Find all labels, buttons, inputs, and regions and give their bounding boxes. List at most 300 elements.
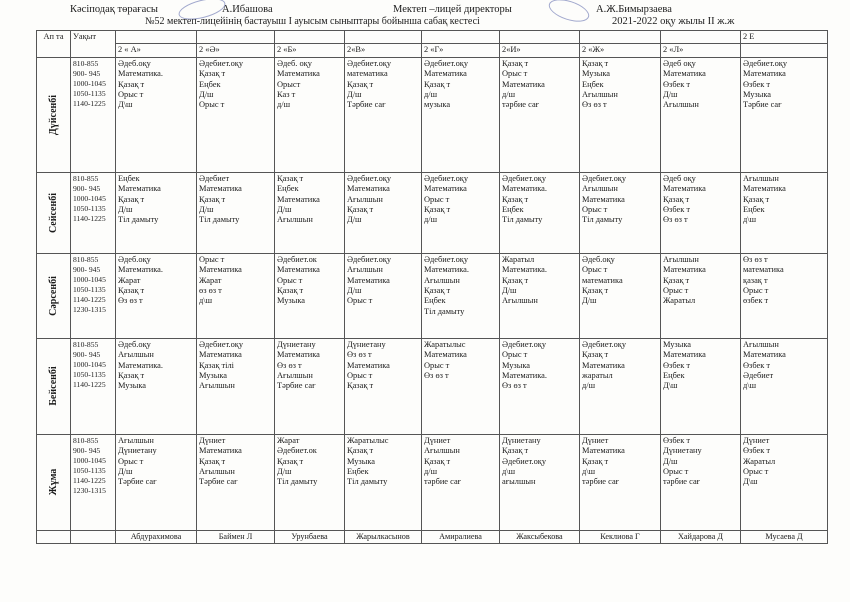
schedule-cell: [661, 57, 741, 172]
lesson-time: 1140-1225: [73, 213, 106, 223]
subject: Ағылшын: [743, 339, 779, 349]
subject: Өзбек т: [663, 205, 691, 215]
lesson-time: 900- 945: [73, 68, 101, 78]
lesson-time: 1050-1135: [73, 284, 106, 294]
subject: Әдебиет.оқу: [199, 339, 244, 349]
lesson-time: 810-855: [73, 339, 99, 349]
subject: Әдеб.оқу: [118, 254, 151, 264]
subject: Ағылшын: [502, 296, 538, 306]
lesson-time: 1050-1135: [73, 203, 106, 213]
subject: музыка: [424, 100, 451, 110]
subject: д\ш: [582, 467, 596, 477]
subject: Математика: [582, 446, 625, 456]
lesson-time: 1140-1225: [73, 98, 106, 108]
subject: Музыка: [347, 456, 376, 466]
subject: Математика.: [118, 265, 163, 275]
subject: Өзбек т: [743, 446, 771, 456]
subject: Математика: [277, 350, 320, 360]
subject: Қазақ т: [502, 58, 529, 68]
subject: Дүниет: [743, 435, 770, 445]
day-row: [37, 57, 828, 172]
subject: Әдеб. оқу: [277, 58, 312, 68]
subject: Математика.: [502, 265, 547, 275]
subject: Әдебиет.оқу: [502, 456, 547, 466]
subject: Өз өз т: [347, 350, 372, 360]
schedule-title: №52 мектеп-лицейінің бастауыш I ауысым сыныптары бойынша сабақ кестесі: [145, 16, 480, 27]
subject: Әдебиет.оқу: [424, 173, 469, 183]
subject: Орыс т: [663, 286, 689, 296]
schedule-cell: [116, 253, 197, 338]
subject: Тіл дамыту: [118, 215, 159, 225]
subject: Математика: [663, 350, 706, 360]
subject: Әдебиет.оқу: [199, 58, 244, 68]
class-header-2b: 2 «Б»: [275, 44, 345, 57]
subject: Ағылшын: [199, 381, 235, 391]
lesson-time: 1000-1045: [73, 274, 106, 284]
schedule-cell: [580, 172, 661, 253]
subject: Тәрбие сағ: [118, 477, 157, 487]
lesson-time: 1050-1135: [73, 369, 106, 379]
subject: Жарат: [118, 275, 141, 285]
class-header-2ae: 2 «Ә»: [197, 44, 275, 57]
subject: Әдебиет.оқу: [424, 58, 469, 68]
schedule-cell: [275, 57, 345, 172]
subject: Орыс т: [743, 467, 769, 477]
subject: Математика: [347, 184, 390, 194]
subject: Дүниет: [582, 435, 609, 445]
subject: Математика.: [502, 184, 547, 194]
subject: Қазақ т: [502, 446, 529, 456]
lesson-time: 810-855: [73, 58, 99, 68]
subject: тәрбие сағ: [424, 477, 462, 487]
subject: Орыс т: [199, 254, 225, 264]
subject: Еңбек: [502, 205, 524, 215]
teacher-blank: [71, 530, 116, 543]
class-header-2e: 2 Е: [741, 31, 828, 44]
subject: Каз т: [277, 90, 296, 100]
schedule-cell: [741, 57, 828, 172]
subject: Ағылшын: [663, 254, 699, 264]
subject: Д/ш: [277, 467, 292, 477]
subject: Өзбек т: [663, 360, 691, 370]
subject: д\ш: [199, 296, 213, 306]
subject: математика: [582, 275, 623, 285]
schedule-cell: [197, 57, 275, 172]
header-empty: [197, 31, 275, 44]
subject: Д/ш: [199, 90, 214, 100]
teacher-name: Баймен Л: [197, 530, 275, 543]
subject: д\ш: [743, 381, 757, 391]
class-header-2v: 2«В»: [345, 44, 422, 57]
header-time: Уақыт: [71, 31, 116, 58]
subject: Д/ш: [347, 215, 362, 225]
schedule-cell: [345, 434, 422, 530]
teacher-name: Жаксыбекова: [500, 530, 580, 543]
subject: Әдебиет.оқу: [347, 58, 392, 68]
schedule-cell: [422, 57, 500, 172]
schedule-cell: [422, 338, 500, 434]
subject: Қазақ т: [277, 173, 304, 183]
subject: Еңбек: [347, 467, 369, 477]
subject: Математика: [582, 194, 625, 204]
signature-mark-right: [546, 0, 592, 26]
lesson-time: 810-855: [73, 254, 99, 264]
subject: Орыс т: [582, 205, 608, 215]
subject: Қазақ т: [199, 69, 226, 79]
subject: Қазақ т: [277, 456, 304, 466]
subject: Әдеб оқу: [663, 173, 696, 183]
subject: математика: [347, 69, 388, 79]
header-empty: [275, 31, 345, 44]
subject: Қазақ т: [347, 446, 374, 456]
subject: Математика: [199, 265, 242, 275]
subject: Ағылшын: [663, 100, 699, 110]
subject: Ағылшын: [277, 215, 313, 225]
subject: Математика: [743, 184, 786, 194]
subject: Орыс т: [277, 275, 303, 285]
teacher-row: [37, 530, 828, 543]
academic-year: 2021-2022 оқу жылы II ж.ж: [612, 16, 735, 27]
subject: тәрбие сағ: [582, 477, 620, 487]
subject: математика: [743, 265, 784, 275]
subject: Еңбек: [582, 79, 604, 89]
subject: д/ш: [502, 90, 516, 100]
subject: Математика: [118, 184, 161, 194]
schedule-cell: [197, 434, 275, 530]
subject: Математика: [347, 275, 390, 285]
subject: Қазақ т: [743, 194, 770, 204]
subject: Ағылшын: [347, 194, 383, 204]
subject: Тіл дамыту: [347, 477, 388, 487]
subject: Жарат: [277, 435, 300, 445]
subject: Өз өз т: [118, 296, 143, 306]
subject: Д/ш: [347, 286, 362, 296]
header-empty: [580, 31, 661, 44]
class-header-2g: 2 «Г»: [422, 44, 500, 57]
day-name: Сейсенбі: [47, 192, 59, 233]
subject: Жаратыл: [663, 296, 696, 306]
subject: Орыс т: [502, 350, 528, 360]
subject: Музыка: [199, 371, 228, 381]
day-name: Дүйсенбі: [47, 94, 59, 135]
schedule-cell: [275, 172, 345, 253]
subject: Дүниетану: [502, 435, 541, 445]
schedule-cell: [661, 172, 741, 253]
class-header-2l: 2 «Л»: [661, 44, 741, 57]
subject: Математика: [743, 350, 786, 360]
lesson-times: [71, 434, 116, 530]
lesson-time: 900- 945: [73, 183, 101, 193]
subject: Д/ш: [277, 205, 292, 215]
schedule-cell: [580, 434, 661, 530]
subject: Дүниетану: [277, 339, 316, 349]
subject: Музыка: [663, 339, 692, 349]
subject: Қазақ т: [424, 456, 451, 466]
subject: Өзбек т: [663, 79, 691, 89]
subject: Дүниетану: [118, 446, 157, 456]
subject: Өз өз т: [743, 254, 768, 264]
subject: Дүниет: [199, 435, 226, 445]
subject: Орыс т: [502, 69, 528, 79]
lesson-time: 810-855: [73, 173, 99, 183]
union-chair-name: А.Ибашова: [222, 4, 273, 15]
subject: Орыс т: [743, 286, 769, 296]
subject: Музыка: [277, 296, 306, 306]
subject: Д/ш: [347, 90, 362, 100]
subject: Математика: [663, 69, 706, 79]
subject: Ағылшын: [743, 173, 779, 183]
lesson-time: 900- 945: [73, 349, 101, 359]
subject: д\ш: [743, 215, 757, 225]
subject: Математика: [199, 350, 242, 360]
subject: Ағылшын: [118, 435, 154, 445]
subject: Өзбек т: [743, 79, 771, 89]
union-chair-label: Кәсіподақ төрағасы: [70, 4, 158, 15]
subject: Қазақ т: [199, 456, 226, 466]
subject: Әдебиет.оқу: [347, 173, 392, 183]
subject: Математика: [347, 360, 390, 370]
header-empty: [345, 31, 422, 44]
subject: Қазақ т: [347, 205, 374, 215]
subject: Қазақ т: [118, 194, 145, 204]
subject: Әдебиет.оқу: [347, 254, 392, 264]
subject: Әдебиет.оқу: [582, 339, 627, 349]
subject: Орыс т: [347, 371, 373, 381]
subject: д\ш: [502, 467, 516, 477]
subject: өзбек т: [743, 296, 769, 306]
subject: ағылшын: [502, 477, 536, 487]
subject: Еңбек: [199, 79, 221, 89]
schedule-cell: [422, 253, 500, 338]
subject: Әдеб оқу: [663, 58, 696, 68]
lesson-times: [71, 253, 116, 338]
lesson-time: 900- 945: [73, 264, 101, 274]
subject: Әдебиет.оқу: [582, 173, 627, 183]
subject: Тәрбие сағ: [199, 477, 238, 487]
subject: тәрбие сағ: [663, 477, 701, 487]
lesson-time: 1000-1045: [73, 359, 106, 369]
subject: Орыс т: [118, 90, 144, 100]
subject: Дүниет: [424, 435, 451, 445]
schedule-cell: [197, 253, 275, 338]
subject: Өзбек т: [663, 435, 691, 445]
subject: Қазақ т: [347, 381, 374, 391]
lesson-time: 1140-1225: [73, 475, 106, 485]
subject: Орыс т: [199, 100, 225, 110]
subject: Орыс т: [424, 194, 450, 204]
subject: Қазақ т: [118, 371, 145, 381]
subject: Ағылшын: [199, 467, 235, 477]
subject: Ағылшын: [582, 90, 618, 100]
day-name: Бейсенбі: [47, 366, 59, 406]
subject: Өз өз т: [582, 100, 607, 110]
day-row: [37, 172, 828, 253]
subject: Дүниетану: [347, 339, 386, 349]
subject: Тәрбие сағ: [347, 100, 386, 110]
subject: қазақ т: [743, 275, 768, 285]
subject: Ағылшын: [277, 371, 313, 381]
subject: Қазақ т: [118, 286, 145, 296]
subject: Дүниетану: [663, 446, 702, 456]
schedule-cell: [741, 172, 828, 253]
subject: Қазақ т: [424, 286, 451, 296]
class-header-2a: 2 « А»: [116, 44, 197, 57]
subject: Д\ш: [663, 381, 678, 391]
schedule-cell: [661, 338, 741, 434]
schedule-cell: [197, 338, 275, 434]
subject: Музыка: [502, 360, 531, 370]
schedule-cell: [580, 57, 661, 172]
lesson-time: 810-855: [73, 435, 99, 445]
lesson-time: 1140-1225: [73, 379, 106, 389]
subject: Әдебиет: [199, 173, 230, 183]
subject: Қазақ т: [582, 456, 609, 466]
day-label-cell: [37, 57, 71, 172]
day-label-cell: [37, 253, 71, 338]
class-header-2i: 2«И»: [500, 44, 580, 57]
subject: Қазақ т: [277, 286, 304, 296]
director-name: А.Ж.Бимырзаева: [596, 4, 672, 15]
subject: Қазақ т: [502, 194, 529, 204]
header-empty: [661, 31, 741, 44]
subject: Еңбек: [277, 184, 299, 194]
lesson-times: [71, 338, 116, 434]
schedule-cell: [275, 253, 345, 338]
day-label-cell: [37, 172, 71, 253]
teacher-name: Кеклиова Г: [580, 530, 661, 543]
subject: Орыс т: [582, 265, 608, 275]
lesson-time: 1050-1135: [73, 465, 106, 475]
subject: Математика: [743, 69, 786, 79]
subject: Қазақ т: [199, 194, 226, 204]
subject: д/ш: [424, 90, 438, 100]
subject: Әдеб.оқу: [582, 254, 615, 264]
schedule-cell: [275, 338, 345, 434]
schedule-cell: [500, 338, 580, 434]
day-row: [37, 253, 828, 338]
schedule-cell: [345, 253, 422, 338]
subject: д/ш: [424, 467, 438, 477]
subject: Орыс т: [663, 467, 689, 477]
schedule-cell: [741, 434, 828, 530]
subject: Математика: [199, 184, 242, 194]
subject: Математика: [277, 69, 320, 79]
schedule-cell: [500, 253, 580, 338]
subject: Музыка: [118, 381, 147, 391]
subject: Математика: [663, 184, 706, 194]
subject: Еңбек: [743, 205, 765, 215]
subject: Ағылшын: [118, 350, 154, 360]
subject: Математика: [199, 446, 242, 456]
schedule-cell: [116, 172, 197, 253]
schedule-cell: [580, 338, 661, 434]
teacher-blank: [37, 530, 71, 543]
subject: Тіл дамыту: [424, 306, 465, 316]
schedule-cell: [422, 434, 500, 530]
day-label-cell: [37, 434, 71, 530]
teacher-name: Амиралиева: [422, 530, 500, 543]
subject: Өз өз т: [424, 371, 449, 381]
subject: Орыс т: [347, 296, 373, 306]
lesson-time: 1000-1045: [73, 78, 106, 88]
subject: Ағылшын: [424, 446, 460, 456]
schedule-cell: [345, 57, 422, 172]
subject: Музыка: [582, 69, 611, 79]
schedule-cell: [422, 172, 500, 253]
schedule-cell: [116, 338, 197, 434]
schedule-cell: [345, 338, 422, 434]
subject: Жаратыл: [743, 456, 776, 466]
subject: Әдебиет.ок: [277, 446, 317, 456]
day-row: [37, 338, 828, 434]
subject: д/ш: [582, 381, 596, 391]
subject: д/ш: [277, 100, 291, 110]
subject: Ағылшын: [347, 265, 383, 275]
subject: Еңбек: [118, 173, 140, 183]
subject: Өз өз т: [663, 215, 688, 225]
lesson-time: 1000-1045: [73, 455, 106, 465]
subject: Д/ш: [199, 205, 214, 215]
subject: Математика.: [502, 371, 547, 381]
subject: Математика: [663, 265, 706, 275]
lesson-times: [71, 57, 116, 172]
subject: д/ш: [424, 215, 438, 225]
subject: Ағылшын: [424, 275, 460, 285]
subject: Д\ш: [743, 477, 758, 487]
header-day: Ап та: [37, 31, 71, 58]
subject: Әдеб.оқу: [118, 58, 151, 68]
subject: Әдебиет.оқу: [424, 254, 469, 264]
subject: Жаратыл: [502, 254, 535, 264]
subject: Тіл дамыту: [582, 215, 623, 225]
day-row: [37, 434, 828, 530]
schedule-cell: [661, 253, 741, 338]
subject: Қазақ т: [502, 275, 529, 285]
header-empty: [500, 31, 580, 44]
schedule-cell: [741, 338, 828, 434]
subject: Әдебиет.ок: [277, 254, 317, 264]
subject: Қазақ т: [582, 286, 609, 296]
subject: Еңбек: [663, 371, 685, 381]
subject: Қазақ т: [663, 275, 690, 285]
subject: Қазақ т: [663, 194, 690, 204]
subject: Өзбек т: [743, 360, 771, 370]
subject: Қазақ т: [424, 205, 451, 215]
subject: Тәрбие сағ: [277, 381, 316, 391]
teacher-name: Жарылкасынов: [345, 530, 422, 543]
schedule-cell: [197, 172, 275, 253]
subject: Математика.: [118, 69, 163, 79]
schedule-table: [36, 30, 828, 544]
subject: Математика: [424, 69, 467, 79]
teacher-name: Абдурахимова: [116, 530, 197, 543]
subject: Д/ш: [582, 296, 597, 306]
subject: Д/ш: [118, 205, 133, 215]
schedule-cell: [500, 434, 580, 530]
schedule-cell: [500, 57, 580, 172]
subject: Математика: [502, 79, 545, 89]
lesson-time: 1000-1045: [73, 193, 106, 203]
schedule-cell: [500, 172, 580, 253]
subject: Тіл дамыту: [277, 477, 318, 487]
subject: Математика: [424, 184, 467, 194]
lesson-time: 900- 945: [73, 445, 101, 455]
subject: Еңбек: [424, 296, 446, 306]
subject: Д\ш: [118, 100, 133, 110]
teacher-name: Урунбаева: [275, 530, 345, 543]
schedule-cell: [116, 57, 197, 172]
subject: Д/ш: [663, 90, 678, 100]
